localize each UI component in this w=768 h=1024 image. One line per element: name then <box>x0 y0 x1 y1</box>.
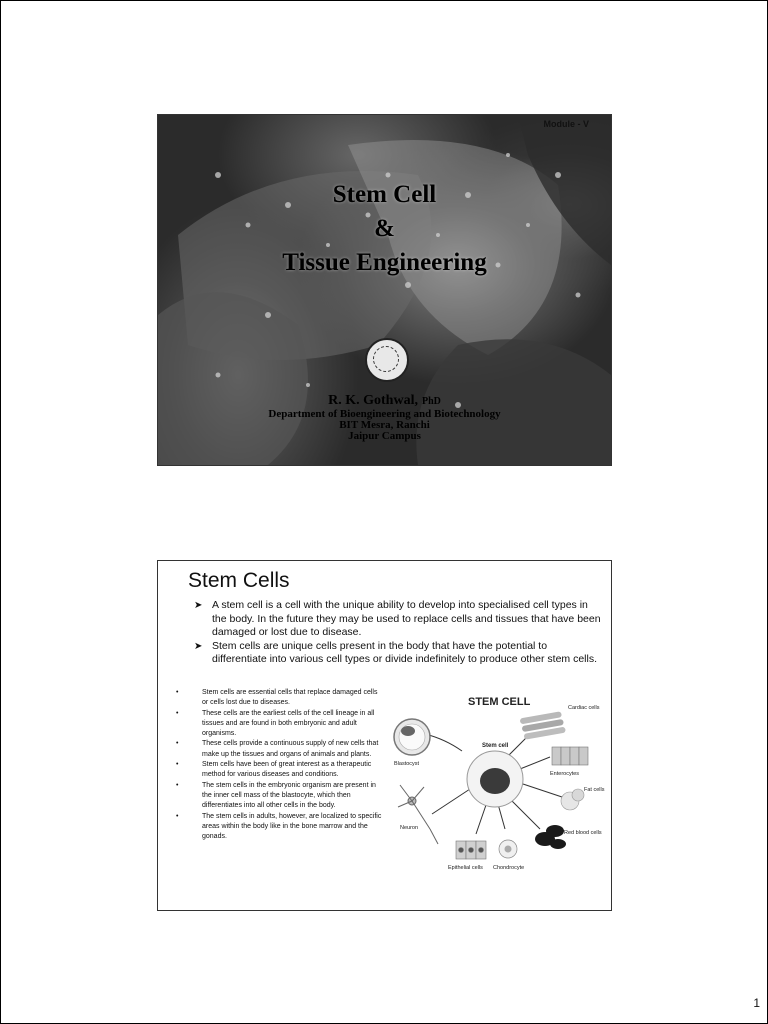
bullet-item <box>172 709 382 740</box>
slide-title: Stem Cells <box>188 569 290 592</box>
epithelial-cells-label: Epithelial cells <box>448 865 483 871</box>
affiliation-department: Department of Bioengineering and Biotechnology <box>268 408 501 420</box>
page-number: 1 <box>753 996 760 1010</box>
blastocyst-label: Blastocyst <box>394 761 420 767</box>
slide-title-line3: Tissue Engineering <box>282 249 487 276</box>
neuron-icon <box>398 785 438 844</box>
cardiac-cells-label: Cardiac cells <box>568 705 600 711</box>
epithelial-cells-icon <box>456 841 486 859</box>
red-blood-cells-label: Red blood cells <box>564 830 602 836</box>
chondrocyte-label: Chondrocyte <box>493 865 525 871</box>
logo-ring <box>373 346 399 372</box>
arrow-point <box>194 640 602 667</box>
bullet-text: Stem cells are essential cells that replace damaged cells or cells lost due to diseases. <box>202 689 378 707</box>
bullet-dot-icon: • <box>176 689 179 696</box>
bullet-item <box>172 781 382 812</box>
arrow-point <box>194 599 602 640</box>
enterocytes-icon <box>552 747 588 765</box>
stem-cells-slide <box>157 560 612 911</box>
module-label: Module - V <box>543 119 589 129</box>
bullet-dot-icon: • <box>176 740 179 748</box>
institute-logo <box>365 338 409 382</box>
cardiac-cells-icon <box>520 711 566 740</box>
bullet-text: These cells are the earliest cells of the cell lineage in all tissues and are found in both embryonic and adult organisms. <box>202 709 375 738</box>
neuron-label: Neuron <box>400 825 419 831</box>
bullet-list <box>172 688 382 842</box>
author-degree: PhD <box>421 396 441 407</box>
blastocyst-icon <box>394 719 430 755</box>
diagram-title: STEM CELL <box>468 696 531 708</box>
chondrocyte-icon <box>499 840 517 858</box>
bullet-dot-icon: • <box>176 761 179 769</box>
bullet-item <box>172 812 382 843</box>
slide-title-line1: Stem Cell <box>332 181 437 208</box>
enterocytes-label: Enterocytes <box>550 771 580 777</box>
arrow-bullet-icon: ➤ <box>194 640 203 652</box>
stem-cell-label: Stem cell <box>482 743 509 749</box>
bullet-dot-icon: • <box>176 709 179 717</box>
bullet-item <box>172 688 382 709</box>
bullet-text: The stem cells in the embryonic organism are present in the inner cell mass of the blastocyte, which then differentiates into all other cells in the body. <box>202 781 376 810</box>
arrow-bullet-icon: ➤ <box>194 600 203 611</box>
author-name: R. K. Gothwal, <box>328 393 418 408</box>
bullet-dot-icon: • <box>176 812 179 820</box>
author <box>158 391 611 409</box>
bullet-item <box>172 760 382 781</box>
affiliation-campus: Jaipur Campus <box>348 430 421 442</box>
bullet-dot-icon: • <box>176 781 179 789</box>
affiliation-institute: BIT Mesra, Ranchi <box>339 419 430 431</box>
arrow-point-list <box>194 599 602 667</box>
bullet-text: The stem cells in adults, however, are localized to specific areas within the body like in the bone marrow and the gonads. <box>202 812 382 841</box>
slide-title-line2: & <box>374 215 395 242</box>
fat-cells-label: Fat cells <box>584 787 605 793</box>
bullet-text: These cells provide a continuous supply of new cells that make up the tissues and organs of animals and plants. <box>202 740 379 758</box>
arrow-point-text: A stem cell is a cell with the unique ability to develop into specialised cell types in the body. In the future they may be used to replace cells and tissues that have been damaged or lost due to disease. <box>212 599 601 638</box>
bullet-text: Stem cells have been of great interest as a therapeutic method for various diseases and conditions. <box>202 761 372 779</box>
stem-cell-diagram <box>390 689 605 899</box>
bullet-item <box>172 739 382 760</box>
stem-cell-icon <box>467 751 523 807</box>
title-slide <box>157 114 612 466</box>
arrow-point-text: Stem cells are unique cells present in the body that have the potential to differentiate into various cell types or divide indefinitely to produce other stem cells. <box>212 639 598 665</box>
fat-cells-icon <box>561 789 584 810</box>
